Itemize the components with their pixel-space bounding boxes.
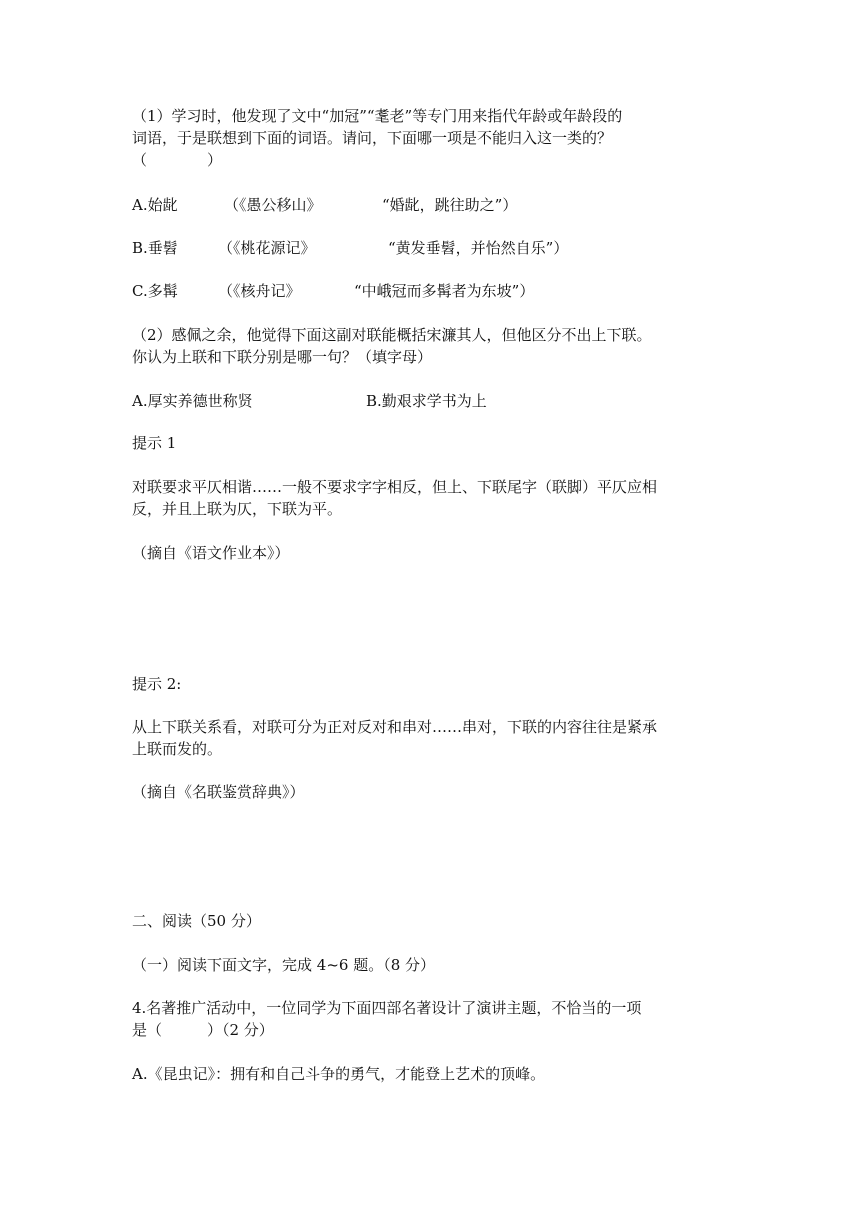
q4-stem-line-2: 是（ ）（2 分） [132,1021,274,1039]
hint1-title: 提示 1 [132,434,177,452]
q2-option-b: B.勤艰求学书为上 [366,392,487,410]
q1-option-b-source: （《桃花源记》 [218,239,316,257]
q1-option-b-quote: “黄发垂髫，并怡然自乐”） [388,239,569,257]
q1-option-c-source: （《核舟记》 [218,282,301,300]
hint1-source: （摘自《语文作业本》） [132,544,290,562]
hint2-body [132,716,742,760]
hint2-line-1: 从上下联关系看，对联可分为正对反对和串对……串对，下联的内容往往是紧承 [132,718,658,736]
section2-subheading: （一）阅读下面文字，完成 4~6 题。（8 分） [132,956,436,974]
q1-stem-line-2: 词语，于是联想到下面的词语。请问，下面哪一项是不能归入这一类的？ [132,129,613,147]
hint2-line-2: 上联而发的。 [132,740,223,758]
q1-option-a-source: （《愚公移山》 [224,196,322,214]
hint2-source: （摘自《名联鉴赏辞典》） [132,783,305,801]
q1-option-c-label: C.多髯 [132,282,178,300]
q4-stem [132,997,742,1041]
q1-stem-line-3: （ ） [132,151,223,169]
q4-stem-line-1: 4.名著推广活动中，一位同学为下面四部名著设计了演讲主题，不恰当的一项 [132,999,642,1017]
section2-heading: 二、阅读（50 分） [132,912,261,930]
q1-stem [132,105,742,171]
q1-option-c-quote: “中峨冠而多髯者为东坡”） [354,282,535,300]
q2-option-a: A.厚实养德世称贤 [132,392,253,410]
hint1-line-2: 反，并且上联为仄，下联为平。 [132,500,343,518]
q1-option-a-quote: “婚龀，跳往助之”） [382,196,518,214]
hint2-title: 提示 2: [132,675,182,693]
hint1-line-1: 对联要求平仄相谐……一般不要求字字相反，但上、下联尾字（联脚）平仄应相 [132,478,658,496]
q2-stem-line-2: 你认为上联和下联分别是哪一句？（填字母） [132,348,433,366]
hint1-body [132,476,742,520]
q4-option-a: A.《昆虫记》：拥有和自己斗争的勇气，才能登上艺术的顶峰。 [132,1065,546,1083]
q1-option-b-label: B.垂髫 [132,239,178,257]
q2-stem-line-1: （2）感佩之余，他觉得下面这副对联能概括宋濂其人，但他区分不出上下联。 [132,326,652,344]
q1-stem-line-1: （1）学习时，他发现了文中“加冠”“耄老”等专门用来指代年龄或年龄段的 [132,107,623,125]
q2-stem [132,324,742,368]
q1-option-a-label: A.始龀 [132,196,178,214]
